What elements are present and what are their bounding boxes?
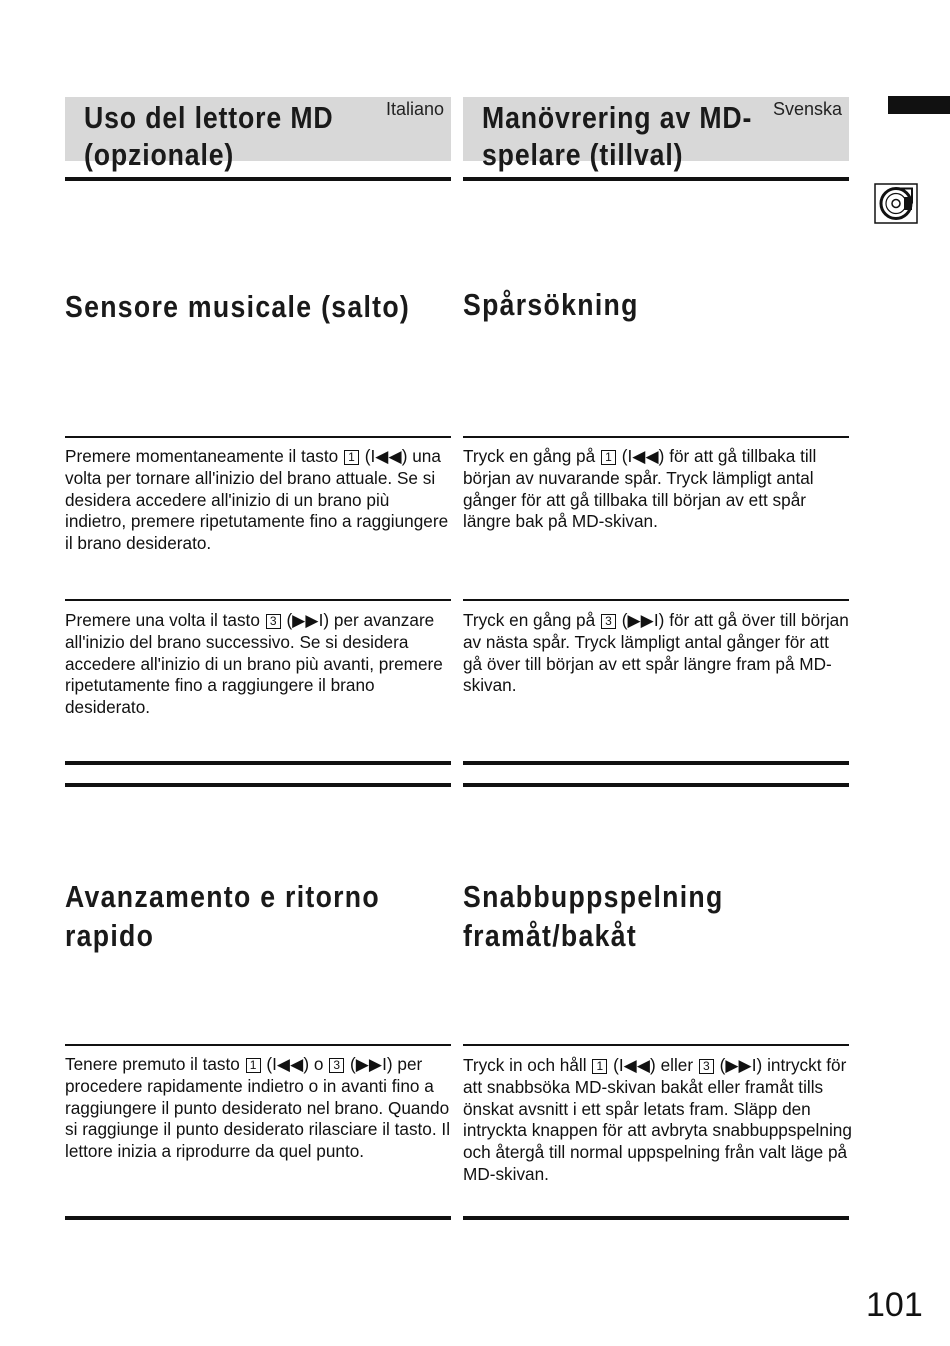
key-1-icon: 1	[601, 450, 616, 465]
section-title-track-search-sv: Spårsökning	[463, 287, 639, 322]
paragraph-sv-fast-search	[463, 1055, 853, 1186]
section-title-fast-search-it-line1: Avanzamento e ritorno	[65, 879, 380, 914]
section-title-fast-search-sv-line2: framåt/bakåt	[463, 918, 638, 953]
paragraph-it-skip-forward	[65, 610, 451, 719]
header-title-it-line2: (opzionale)	[84, 137, 235, 172]
section-start-rule-right	[463, 783, 849, 787]
section-end-rule-left	[65, 761, 451, 765]
key-3-icon: 3	[266, 614, 281, 629]
para-text: Premere momentaneamente il tasto	[65, 446, 339, 466]
header-title-sv-line1: Manövrering av MD-	[482, 100, 753, 135]
para-text: Premere una volta il tasto	[65, 610, 260, 630]
para-text: per procedere rapidamente indietro o in avanti fino a raggiungere il punto desiderato nel brano. Quando si raggiunge il punto desiderato rilasciare il tasto. Il lettore inizia a riprodurre da quel punto.	[65, 1054, 451, 1162]
para-text: Tryck en gång på	[463, 610, 596, 630]
key-3-icon: 3	[329, 1058, 344, 1073]
language-label-italiano: Italiano	[386, 99, 445, 119]
rule-it-2	[65, 599, 451, 601]
skip-back-symbol: (I◀◀)	[266, 1054, 310, 1074]
bottom-rule-right	[463, 1216, 849, 1220]
para-text: per avanzare all'inizio del brano successivo. Se si desidera accedere all'inizio di un brano più avanti, premere ripetutamente fino a raggiungere il brano desiderato.	[65, 610, 443, 718]
key-3-icon: 3	[601, 614, 616, 629]
para-text: eller	[660, 1055, 694, 1075]
rule-sv-1	[463, 436, 849, 438]
key-3-icon: 3	[699, 1059, 714, 1074]
paragraph-it-fast-search	[65, 1054, 455, 1163]
section-start-rule-left	[65, 783, 451, 787]
section-title-fast-search-it-line2: rapido	[65, 918, 155, 953]
minidisc-icon	[874, 183, 918, 224]
key-1-icon: 1	[592, 1059, 607, 1074]
para-text: o	[313, 1054, 324, 1074]
paragraph-sv-skip-back	[463, 446, 849, 533]
rule-sv-3	[463, 1044, 849, 1046]
para-text: intryckt för att snabbsöka MD-skivan bakåt eller framåt tills önskat avsnitt i ett spår letats fram. Släpp den intryckta knappen för att avbryta snabbuppspelning och återgå till normal uppspelning från valt läge på MD-skivan.	[463, 1055, 852, 1184]
skip-back-symbol: (I◀◀)	[364, 446, 408, 466]
page-number: 101	[866, 1286, 923, 1324]
skip-back-symbol: (I◀◀)	[613, 1055, 656, 1075]
section-end-rule-right	[463, 761, 849, 765]
section-title-fast-search-sv-line1: Snabbuppspelning	[463, 879, 724, 914]
para-text: una volta per tornare all'inizio del brano attuale. Se si desidera accedere all'inizio di un brano più indietro, premere ripetutamente fino a raggiungere il brano desiderato.	[65, 446, 449, 554]
header-title-sv-line2: spelare (tillval)	[482, 137, 684, 172]
skip-forward-symbol: (▶▶I)	[349, 1054, 393, 1074]
language-label-svenska: Svenska	[773, 99, 843, 119]
skip-forward-symbol: (▶▶I)	[719, 1055, 763, 1075]
key-1-icon: 1	[344, 450, 359, 465]
key-1-icon: 1	[246, 1058, 261, 1073]
paragraph-sv-skip-forward	[463, 610, 849, 697]
header-title-it-line1: Uso del lettore MD	[84, 100, 334, 135]
para-text: för att gå över till början av nästa spår. Tryck lämpligt antal gånger för att gå över till början av ett spår längre fram på MD-skivan.	[463, 610, 849, 696]
para-text: Tryck en gång på	[463, 446, 596, 466]
para-text: Tryck in och håll	[463, 1055, 587, 1075]
header-rule-left	[65, 177, 451, 181]
section-title-track-search-it: Sensore musicale (salto)	[65, 289, 411, 324]
skip-back-symbol: (I◀◀)	[621, 446, 665, 466]
section-tab-marker	[888, 96, 950, 114]
rule-it-1	[65, 436, 451, 438]
para-text: för att gå tillbaka till början av nuvarande spår. Tryck lämpligt antal gånger för att gå tillbaka till början av ett spår längre bak på MD-skivan.	[463, 446, 817, 532]
paragraph-it-skip-back	[65, 446, 451, 555]
para-text: Tenere premuto il tasto	[65, 1054, 240, 1074]
skip-forward-symbol: (▶▶I)	[286, 610, 330, 630]
rule-sv-2	[463, 599, 849, 601]
header-rule-right	[463, 177, 849, 181]
bottom-rule-left	[65, 1216, 451, 1220]
rule-it-3	[65, 1044, 451, 1046]
skip-forward-symbol: (▶▶I)	[621, 610, 665, 630]
